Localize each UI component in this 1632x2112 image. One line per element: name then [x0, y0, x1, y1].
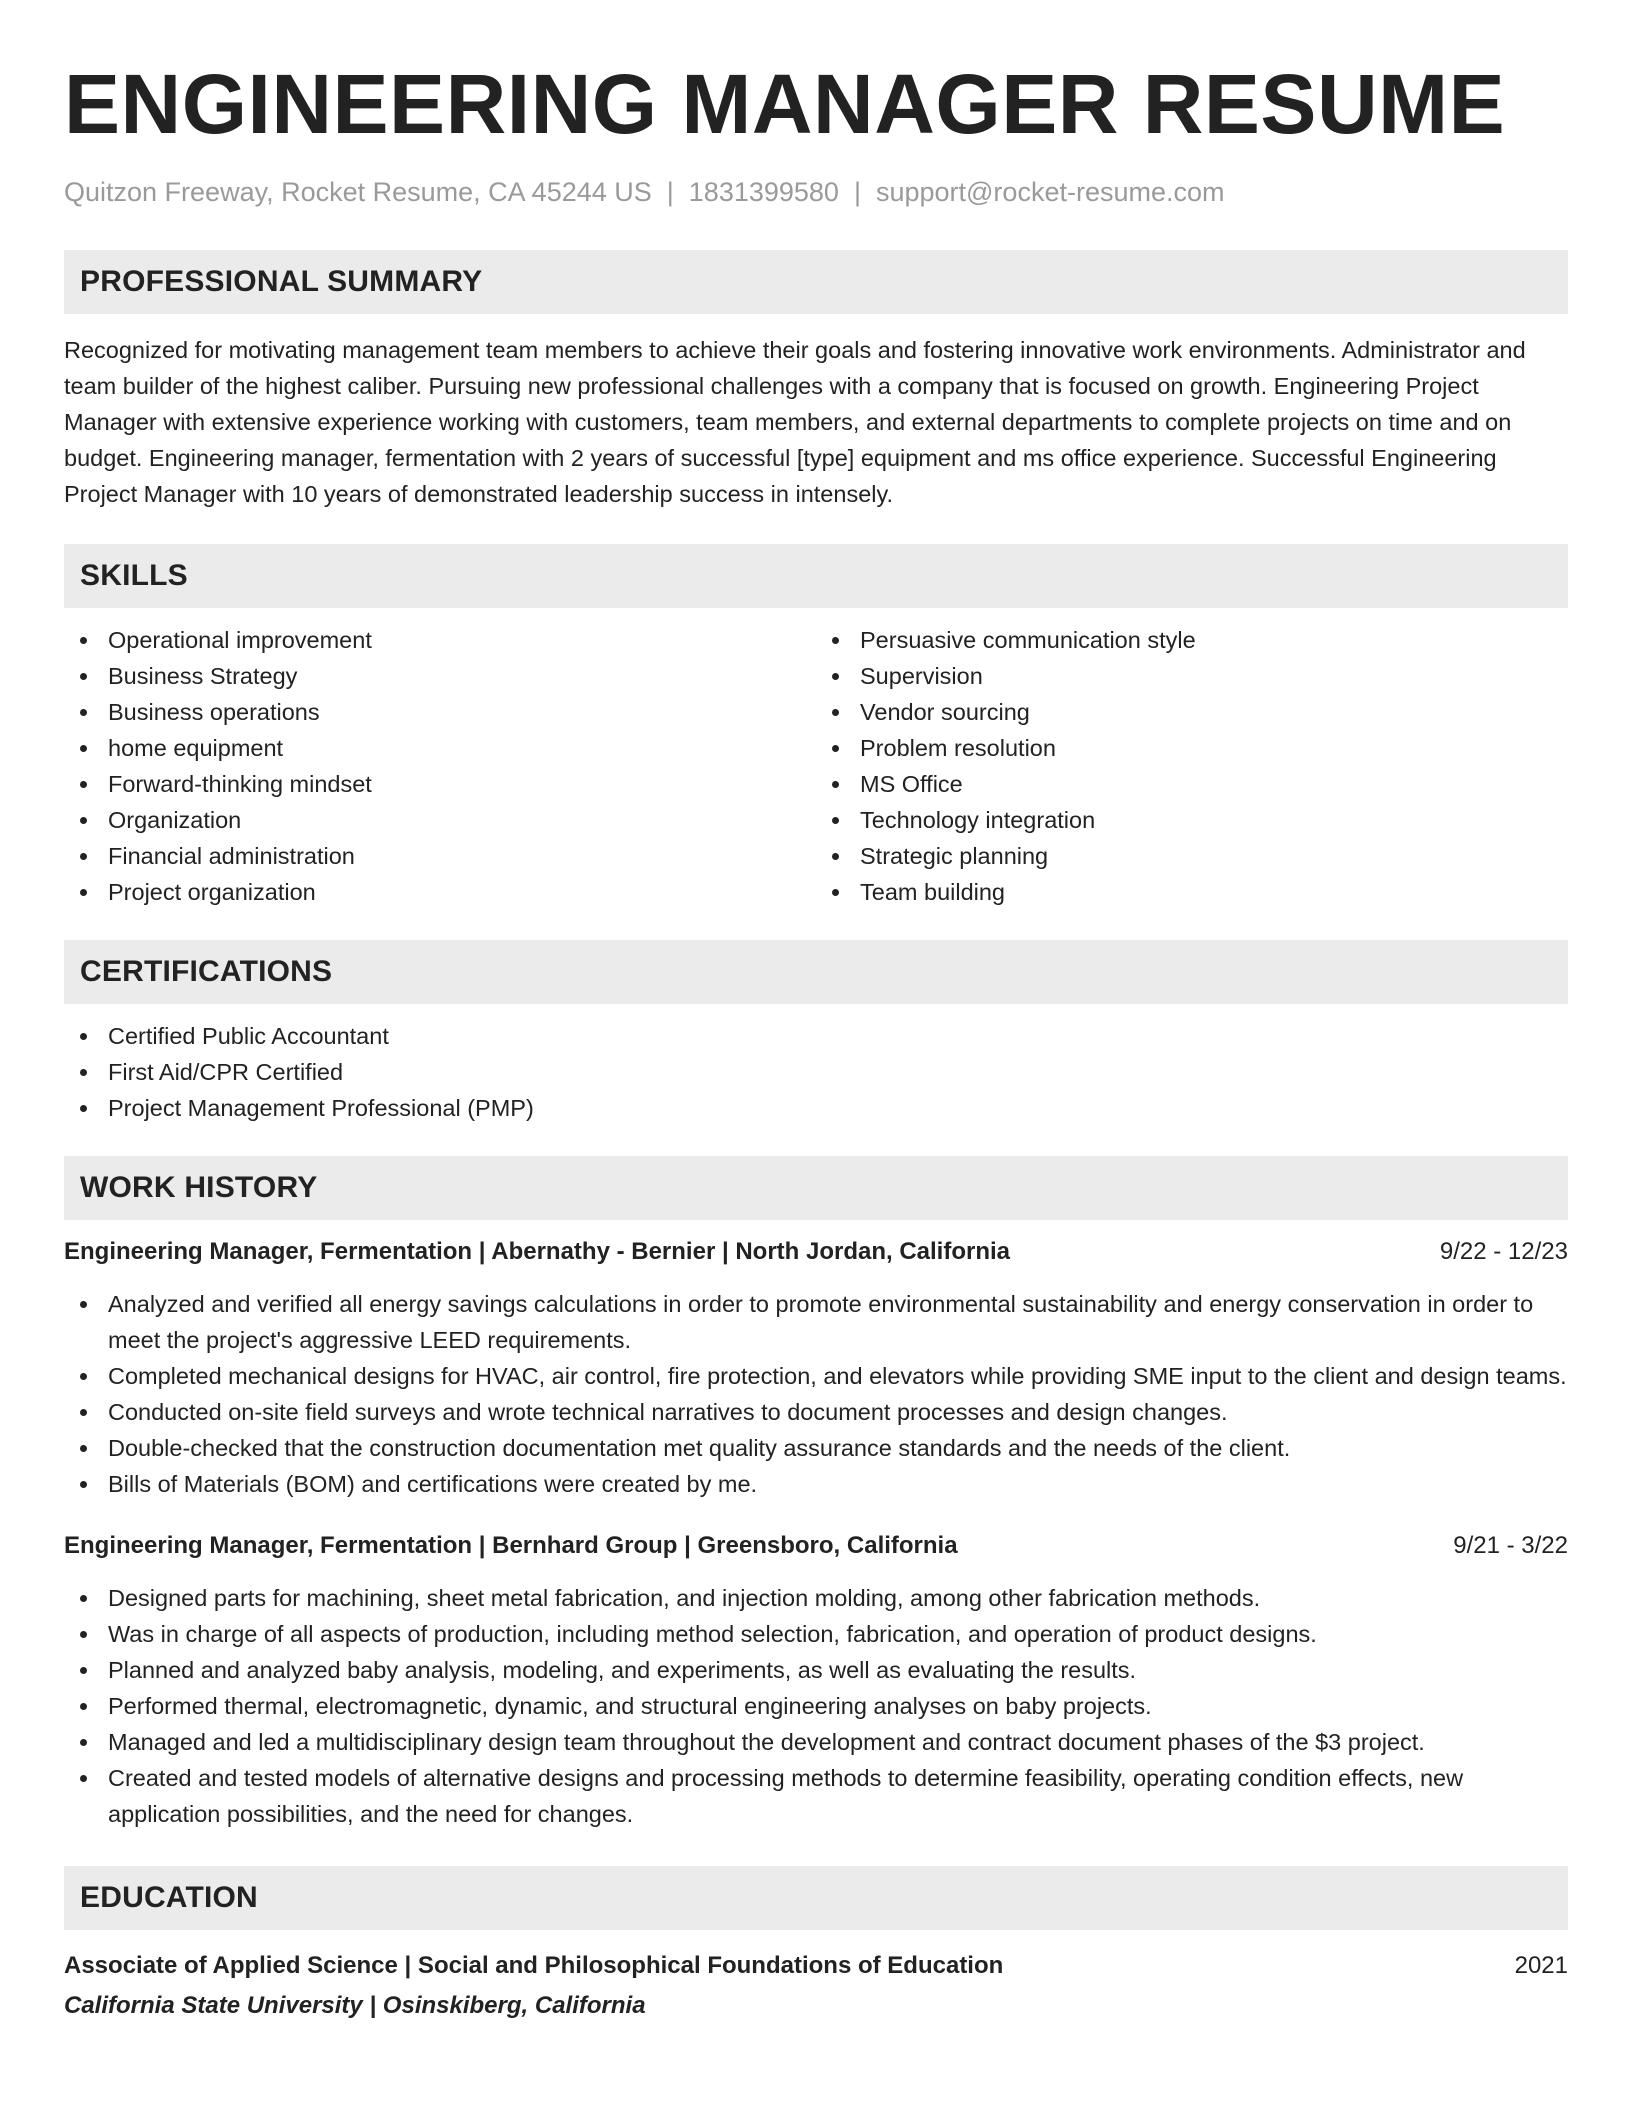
- job-dates: 9/21 - 3/22: [1453, 1532, 1568, 1559]
- job-bullet: Was in charge of all aspects of production, including method selection, fabrication, and operation of product designs.: [64, 1616, 1568, 1652]
- job-bullet: Bills of Materials (BOM) and certifications were created by me.: [64, 1466, 1568, 1502]
- certification-item: Project Management Professional (PMP): [64, 1090, 1568, 1126]
- contact-phone: 1831399580: [688, 177, 839, 207]
- section-header-certifications: CERTIFICATIONS: [64, 940, 1568, 1004]
- skill-item: Operational improvement: [64, 622, 816, 658]
- section-header-summary: PROFESSIONAL SUMMARY: [64, 250, 1568, 314]
- job-title: Engineering Manager, Fermentation | Abernathy - Bernier | North Jordan, California: [64, 1238, 1011, 1265]
- contact-email: support@rocket-resume.com: [875, 177, 1225, 207]
- job-entry: [64, 1528, 1568, 1832]
- education-degree: Associate of Applied Science | Social and Philosophical Foundations of Education: [64, 1952, 1004, 1979]
- contact-separator: |: [853, 177, 861, 207]
- education-header: [64, 1948, 1568, 1984]
- skill-item: MS Office: [816, 766, 1568, 802]
- job-bullet: Planned and analyzed baby analysis, modeling, and experiments, as well as evaluating the results.: [64, 1652, 1568, 1688]
- section-header-work-history: WORK HISTORY: [64, 1156, 1568, 1220]
- job-bullet: Designed parts for machining, sheet metal fabrication, and injection molding, among other fabrication methods.: [64, 1580, 1568, 1616]
- certification-item: Certified Public Accountant: [64, 1018, 1568, 1054]
- job-dates: 9/22 - 12/23: [1439, 1238, 1568, 1265]
- skill-item: Organization: [64, 802, 816, 838]
- skill-item: home equipment: [64, 730, 816, 766]
- job-bullet: Performed thermal, electromagnetic, dynamic, and structural engineering analyses on baby projects.: [64, 1688, 1568, 1724]
- certifications-list: [64, 1018, 1568, 1126]
- education-year: 2021: [1514, 1952, 1568, 1979]
- skill-item: Supervision: [816, 658, 1568, 694]
- job-bullets: [64, 1580, 1568, 1832]
- contact-address: Quitzon Freeway, Rocket Resume, CA 45244 US: [64, 177, 652, 207]
- job-title: Engineering Manager, Fermentation | Bernhard Group | Greensboro, California: [64, 1532, 958, 1559]
- skills-list-right: [816, 622, 1568, 910]
- skill-item: Problem resolution: [816, 730, 1568, 766]
- skill-item: Business Strategy: [64, 658, 816, 694]
- job-entry: [64, 1234, 1568, 1502]
- skill-item: Financial administration: [64, 838, 816, 874]
- section-header-education: EDUCATION: [64, 1866, 1568, 1930]
- skills-grid: [64, 622, 1568, 910]
- job-header: [64, 1234, 1568, 1270]
- skill-item: Strategic planning: [816, 838, 1568, 874]
- education-entry: [64, 1948, 1568, 2024]
- skill-item: Persuasive communication style: [816, 622, 1568, 658]
- section-header-skills: SKILLS: [64, 544, 1568, 608]
- skill-item: Vendor sourcing: [816, 694, 1568, 730]
- education-school: California State University | Osinskiberg, California: [64, 1992, 646, 2019]
- job-bullet: Completed mechanical designs for HVAC, air control, fire protection, and elevators while providing SME input to the client and design teams.: [64, 1358, 1568, 1394]
- job-header: [64, 1528, 1568, 1564]
- job-bullet: Conducted on-site field surveys and wrote technical narratives to document processes and design changes.: [64, 1394, 1568, 1430]
- job-bullet: Managed and led a multidisciplinary design team throughout the development and contract document phases of the $3 project.: [64, 1724, 1568, 1760]
- job-bullet: Created and tested models of alternative designs and processing methods to determine feasibility, operating condition effects, new application possibilities, and the need for changes.: [64, 1760, 1568, 1832]
- skill-item: Forward-thinking mindset: [64, 766, 816, 802]
- job-bullet: Double-checked that the construction documentation met quality assurance standards and the needs of the client.: [64, 1430, 1568, 1466]
- certification-item: First Aid/CPR Certified: [64, 1054, 1568, 1090]
- skill-item: Business operations: [64, 694, 816, 730]
- job-bullets: [64, 1286, 1568, 1502]
- contact-separator: |: [666, 177, 674, 207]
- skills-list-left: [64, 622, 816, 910]
- job-bullet: Analyzed and verified all energy savings calculations in order to promote environmental sustainability and energy conservation in order to meet the project's aggressive LEED requirements.: [64, 1286, 1568, 1358]
- skill-item: Team building: [816, 874, 1568, 910]
- skill-item: Project organization: [64, 874, 816, 910]
- summary-text: Recognized for motivating management team members to achieve their goals and fostering innovative work environments. Administrator and team builder of the highest caliber. Pursuing new professional challenges with a company that is focused on growth. Engineering Project Manager with extensive experience working with customers, team members, and external departments to complete projects on time and on budget. Engineering manager, fermentation with 2 years of successful [type] equipment and ms office experience. Successful Engineering Project Manager with 10 years of demonstrated leadership success in intensely.: [64, 337, 1526, 507]
- resume-title: ENGINEERING MANAGER RESUME: [64, 57, 1506, 151]
- skill-item: Technology integration: [816, 802, 1568, 838]
- contact-line: [64, 174, 1568, 210]
